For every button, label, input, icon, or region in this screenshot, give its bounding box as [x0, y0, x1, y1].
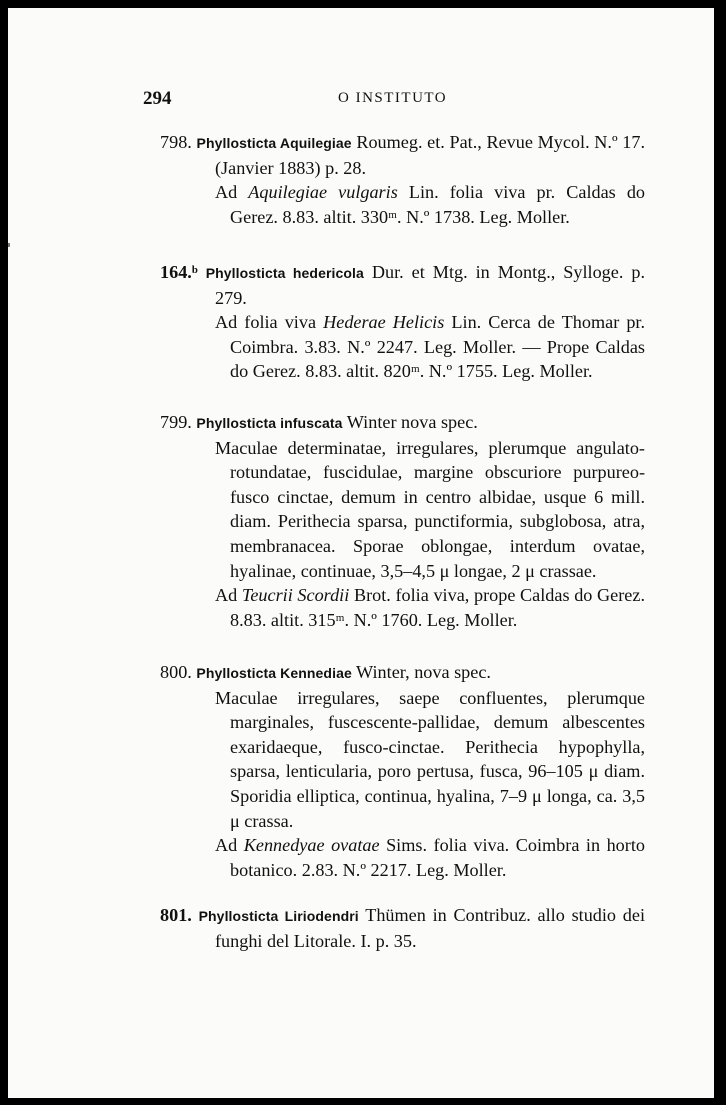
taxon-name: Phyllosticta Liriodendri	[198, 908, 359, 924]
locality-text: Lin. Cerca de Thomar pr. Coimbra. 3.83. N.º 2247. Leg. Moller. — Prope Caldas do Gerez. 8.83. altit. 820ᵐ. N.º 1755. Leg. Moller.	[230, 312, 646, 382]
entry-reference: Roumeg. et. Pat., Revue Mycol. N.º 17. (Janvier 1883) p. 28.	[215, 132, 645, 178]
locality-prefix: Ad folia viva	[215, 312, 324, 333]
entry-number: 799.	[160, 412, 192, 432]
scan-speck	[8, 243, 10, 247]
locality-text: Lin. folia viva pr. Caldas do Gerez. 8.83. altit. 330ᵐ. N.º 1738. Leg. Moller.	[230, 182, 646, 227]
entry-heading	[160, 903, 645, 953]
locality-prefix: Ad	[215, 585, 242, 606]
host-plant: Hederae Helicis	[323, 312, 445, 333]
entry-799	[160, 410, 645, 632]
entry-reference: Thümen in Contribuz. allo studio dei funghi del Litorale. I. p. 35.	[215, 905, 646, 951]
entry-164b	[160, 260, 645, 384]
locality-prefix: Ad	[215, 182, 249, 203]
entry-locality	[160, 310, 645, 384]
document-page	[8, 8, 714, 1098]
entry-reference: Winter, nova spec.	[351, 662, 491, 682]
page-header	[143, 88, 643, 112]
entry-locality	[160, 180, 645, 229]
entry-number: 801.	[160, 905, 192, 925]
entry-number: 800.	[160, 662, 192, 682]
locality-text: Brot. folia viva, prope Caldas do Gerez. 8.83. altit. 315ᵐ. N.º 1760. Leg. Moller.	[230, 585, 645, 630]
taxon-name: Phyllosticta Aquilegiae	[196, 135, 352, 151]
taxon-name: Phyllosticta infuscata	[196, 415, 343, 431]
entry-798	[160, 130, 645, 229]
taxon-name: Phyllosticta Kennediae	[196, 665, 352, 681]
entry-description: Maculae determinatae, irregulares, plerumque angulato-rotundatae, fuscidulae, margine obscuriore purpureo-fusco cinctae, demum in centro albidae, usque 6 mill. diam. Perithecia sparsa, punctiformia, subglobosa, atra, membranacea. Sporae oblongae, interdum ovatae, hyalinae, continuae, 3,5–4,5 μ longae, 2 μ crassae.	[215, 437, 645, 581]
entry-number: 798.	[160, 132, 192, 152]
entry-description: Maculae irregulares, saepe confluentes, plerumque marginales, fuscescente-pallidae, demum albescentes exaridaeque, fusco-cinctae. Perithecia hypophylla, sparsa, lenticularia, poro pertusa, fusca, 96–105 μ diam. Sporidia elliptica, continua, hyalina, 7–9 μ longa, ca. 3,5 μ crassa.	[215, 687, 645, 831]
entry-number: 164.ᵇ	[160, 262, 198, 282]
entry-locality	[160, 583, 645, 632]
entry-800	[160, 660, 645, 882]
page-number: 294	[143, 88, 172, 109]
host-plant: Teucrii Scordii	[241, 585, 350, 606]
entry-heading	[160, 410, 645, 436]
entry-heading	[160, 130, 645, 180]
host-plant: Aquilegiae vulgaris	[248, 182, 398, 203]
host-plant: Kennedyae ovatae	[243, 835, 380, 856]
locality-prefix: Ad	[215, 835, 244, 856]
running-head: O INSTITUTO	[338, 90, 448, 106]
taxon-name: Phyllosticta hedericola	[205, 265, 364, 281]
locality-text: Sims. folia viva. Coimbra in horto botanico. 2.83. N.º 2217. Leg. Moller.	[230, 835, 645, 880]
entry-801	[160, 903, 645, 953]
entry-heading	[160, 260, 645, 310]
entry-reference: Dur. et Mtg. in Montg., Sylloge. p. 279.	[215, 262, 646, 308]
entry-locality	[160, 833, 645, 882]
entry-reference: Winter nova spec.	[342, 412, 478, 432]
entry-heading	[160, 660, 645, 686]
